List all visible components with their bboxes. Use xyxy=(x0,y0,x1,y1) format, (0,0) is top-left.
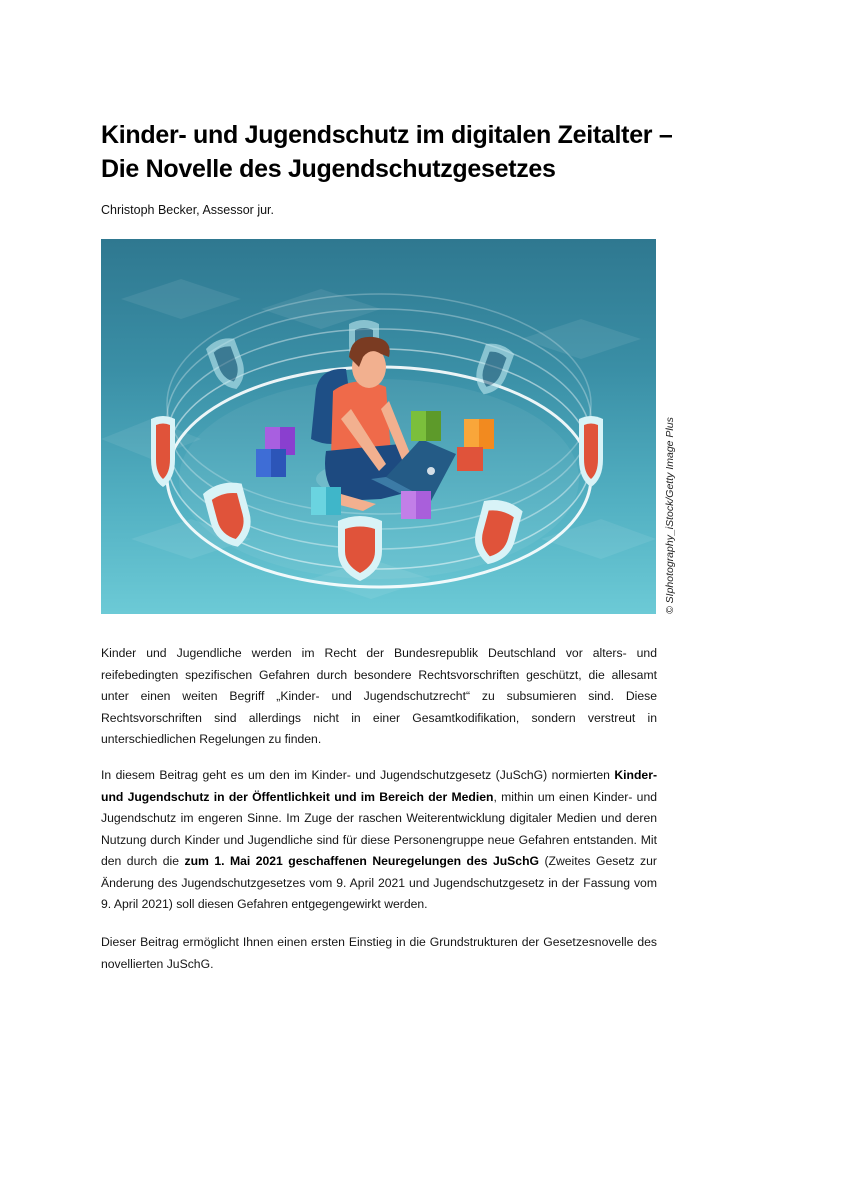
page-title xyxy=(101,118,721,186)
title-line-2: Die Novelle des Jugendschutzgesetzes xyxy=(101,155,556,183)
text-span: In diesem Beitrag geht es um den im Kinder- und Jugendschutzgesetz (JuSchG) normierten xyxy=(101,768,615,782)
paragraph-summary: Dieser Beitrag ermöglicht Ihnen einen ersten Einstieg in die Grundstrukturen der Gesetzesnovelle des novellierten JuSchG. xyxy=(101,935,657,971)
text-span: (Zweites Gesetz zur Änderung des Jugendschutzgesetzes vom 9. April 2021 und Jugendschutzgesetz in der Fassung vom 9. April 2021) soll diesen Gefahren entgegengewirkt werden. xyxy=(101,854,657,911)
bold-text: Kinder- und Jugendschutz in der Öffentlichkeit und im Bereich der Medien xyxy=(101,768,657,804)
hero-illustration xyxy=(101,239,656,614)
author-line: Christoph Becker, Assessor jur. xyxy=(101,203,274,217)
paragraph-scope xyxy=(101,765,657,916)
text-span: , mithin um einen Kinder- und Jugendschutz im engeren Sinne. Im Zuge der raschen Weiterentwicklung digitaler Medien und deren Nutzung durch Kinder und Jugendliche sind für diese Personengruppe neue Gefahren entstanden. Mit den durch die xyxy=(101,789,657,868)
image-credit: © SIphotography_iStock/Getty Image Plus xyxy=(664,417,676,614)
bold-text: zum 1. Mai 2021 geschaffenen Neuregelungen des JuSchG xyxy=(184,854,540,868)
paragraph-intro: Kinder und Jugendliche werden im Recht der Bundesrepublik Deutschland vor alters- und reifebedingten spezifischen Gefahren durch besondere Rechtsvorschriften geschützt, die allesamt unter einen weiten Begriff „Kinder- und Jugendschutzrecht“ zu subsumieren sind. Diese Rechtsvorschriften sind allerdings nicht in einer Gesamtkodifikation, sondern verstreut in unterschiedlichen Regelungen zu finden. xyxy=(101,646,657,746)
title-line-1: Kinder- und Jugendschutz im digitalen Zeitalter – xyxy=(101,121,673,149)
